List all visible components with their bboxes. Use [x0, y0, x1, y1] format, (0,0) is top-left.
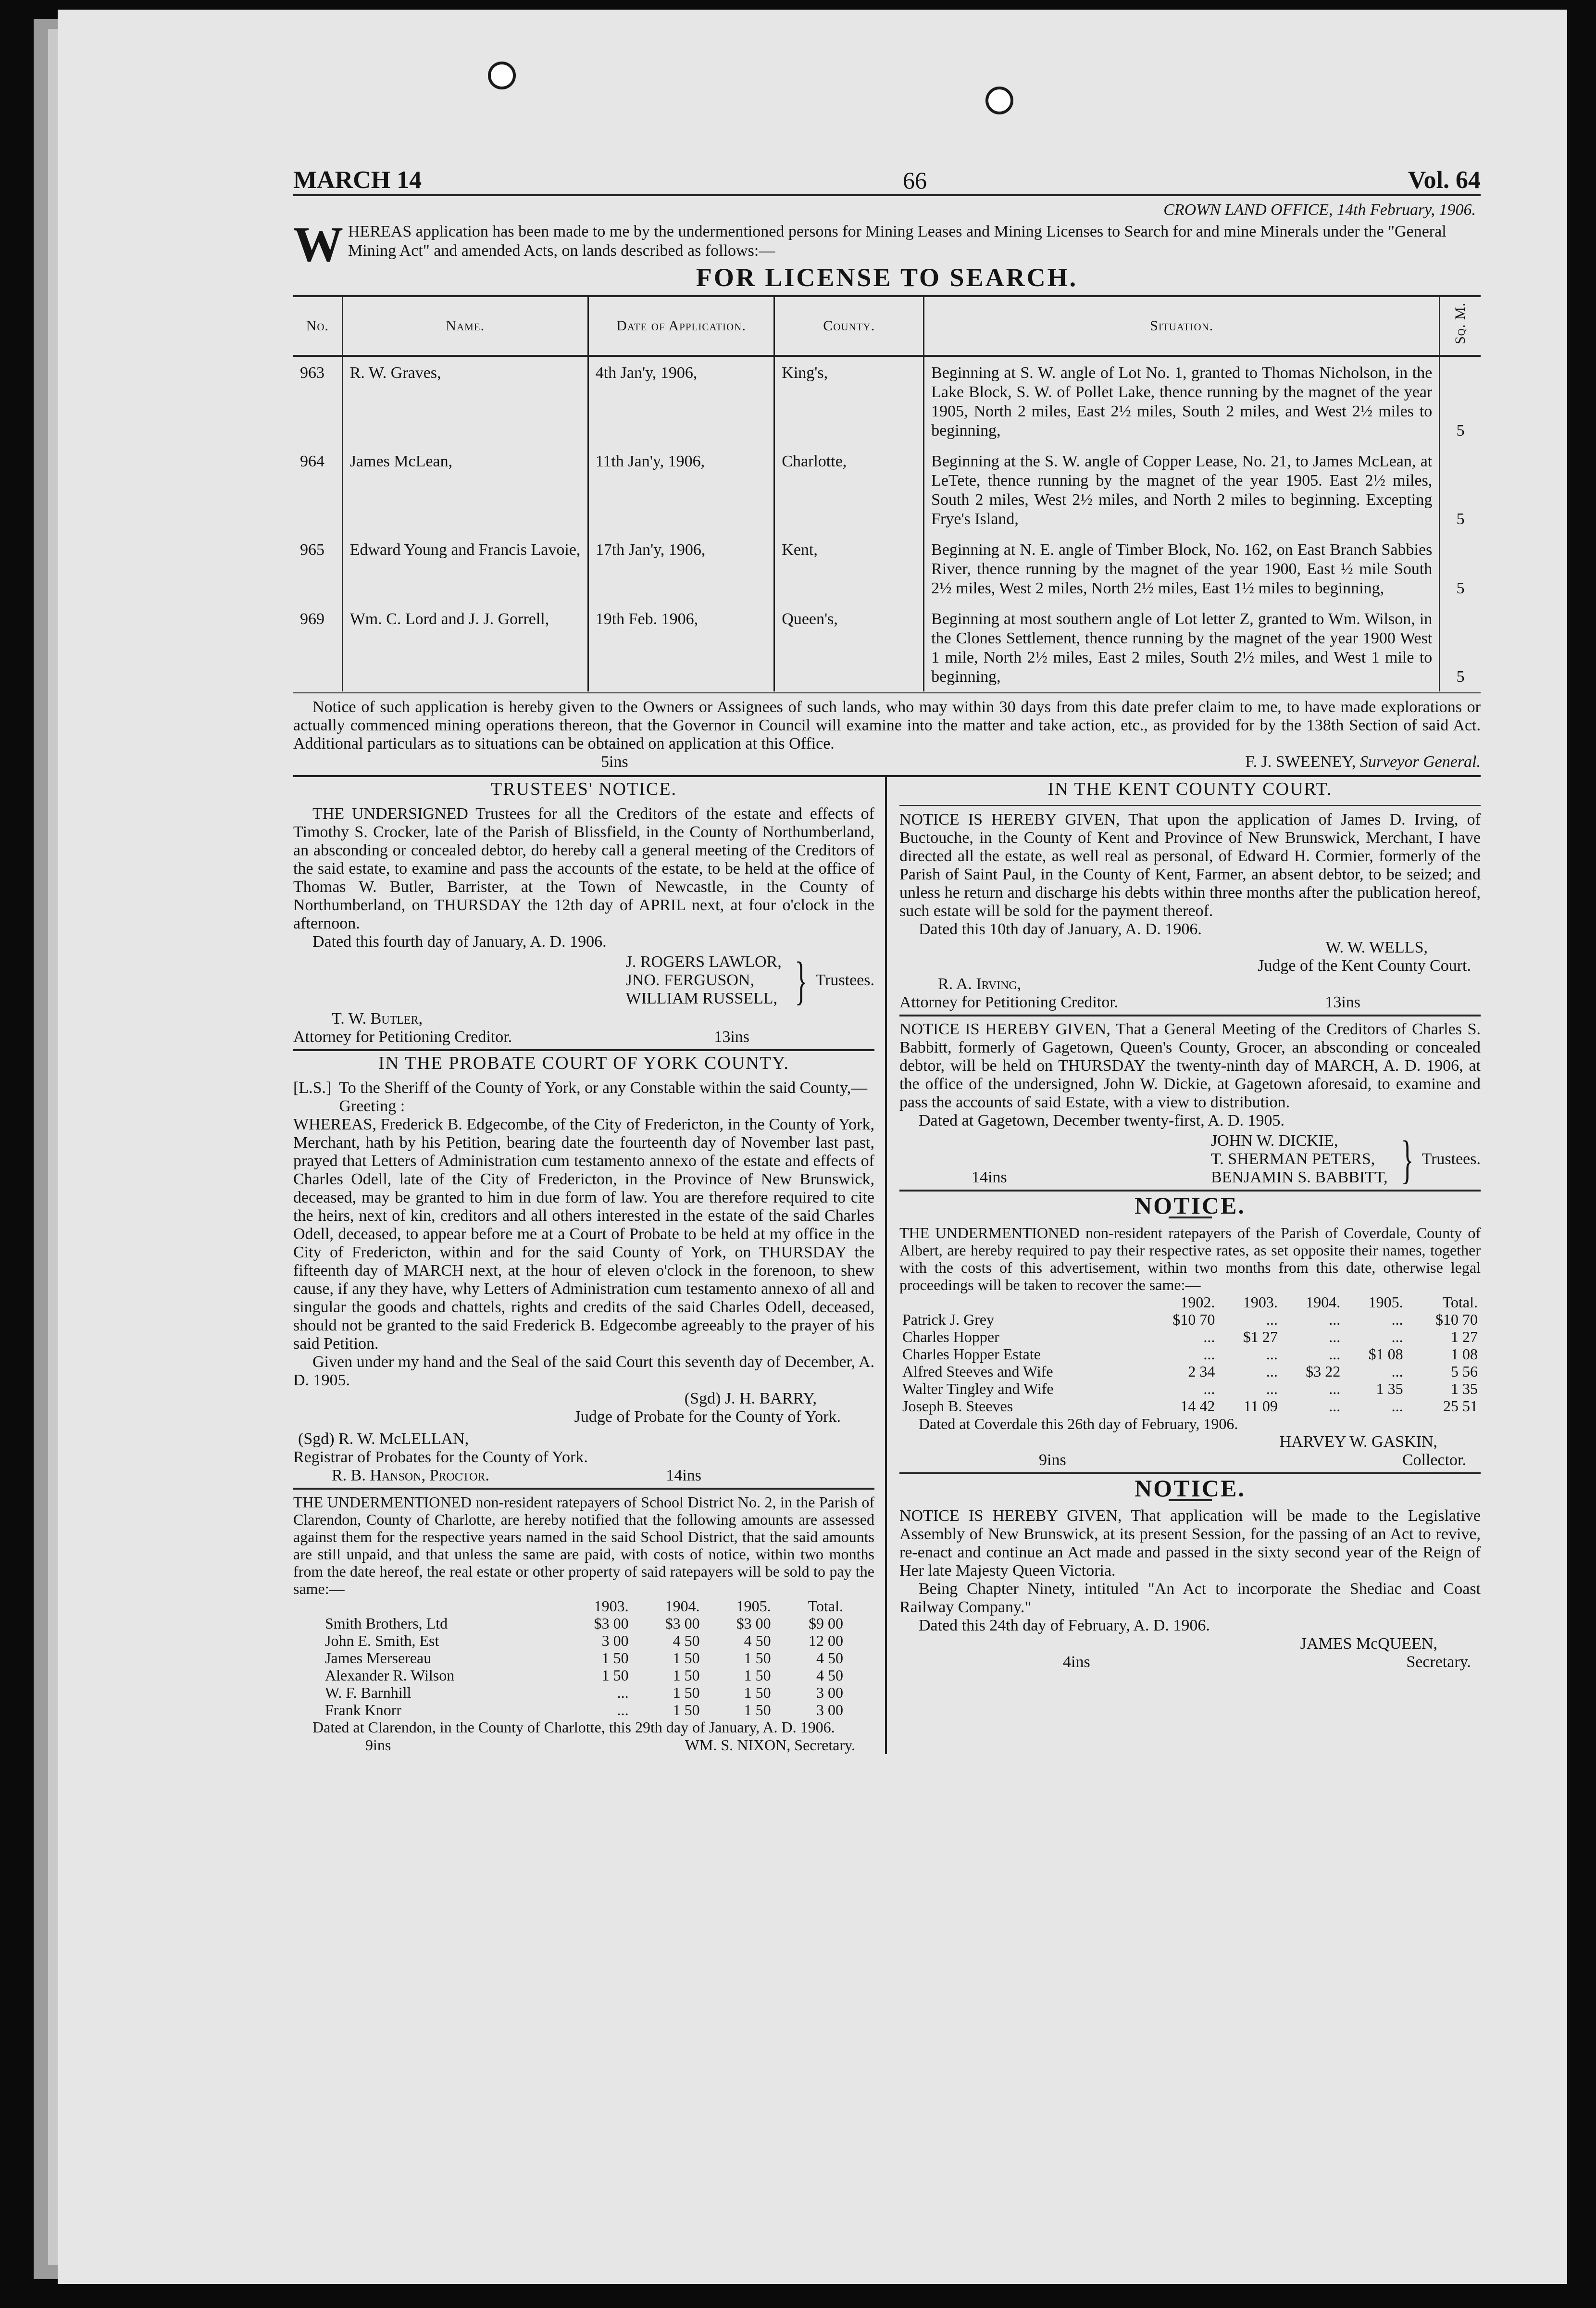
- tax-cell: ...: [1203, 1328, 1215, 1345]
- brace: }: [794, 951, 808, 1010]
- tax-cell: $1 08: [1368, 1345, 1403, 1363]
- crown-intro-text: HEREAS application has been made to me by the undermentioned persons for Mining Leases and Mining Licenses to Search for and mine Minerals under the "General Mining Act" and amended Acts, on lands described as follows:—: [348, 223, 1446, 260]
- gagetown-ins: 14ins: [972, 1168, 1007, 1186]
- row-county: Queen's,: [774, 603, 924, 691]
- gagetown-dated: Dated at Gagetown, December twenty-first, A. D. 1905.: [919, 1112, 1284, 1129]
- tax-cell: ...: [1203, 1345, 1215, 1363]
- tax-cell: 4 50: [673, 1632, 700, 1649]
- tax-name: Walter Tingley and Wife: [902, 1380, 1054, 1397]
- table-row: [322, 1649, 846, 1667]
- tax-cell: ...: [1266, 1363, 1278, 1380]
- tax-cell: $3 00: [594, 1615, 629, 1632]
- drop-cap: W: [293, 217, 343, 272]
- row-sq: 5: [1440, 356, 1481, 445]
- crown-signature-row: [293, 753, 1481, 771]
- section-rule: [293, 1488, 874, 1490]
- row-situation: Beginning at N. E. angle of Timber Block, No. 162, on East Branch Sabbies River, thence running by the magnet of the year 1900, East ½ mile South 2½ miles, West 2 miles, North 2½ miles, East 1½ miles to beginning,: [924, 534, 1440, 603]
- row-date: 19th Feb. 1906,: [588, 603, 774, 691]
- table-row: [293, 445, 1481, 534]
- trustees-ins: 13ins: [714, 1028, 749, 1046]
- crown-notice: Notice of such application is hereby given to the Owners or Assignees of such lands, who may within 30 days from this date prefer claim to me, to have made explorations or actually commenced mining operations thereon, that the Governor in Council will examine into the matter and take action, etc., as provided for by the 138th Section of said Act. Additional particulars as to situations can be obtained on application at this Office.: [293, 698, 1481, 753]
- table-row: [899, 1311, 1481, 1328]
- kent-attorney-row: [899, 993, 1481, 1012]
- probate-registrar-title: Registrar of Probates for the County of York.: [293, 1448, 588, 1466]
- table-row: [899, 1345, 1481, 1363]
- tax-cell: 3 00: [816, 1701, 843, 1718]
- probate-judge-title: Judge of Probate for the County of York.: [574, 1408, 841, 1426]
- tax-header: [899, 1293, 1143, 1311]
- tax-cell: ...: [617, 1701, 629, 1718]
- gagetown-signatures: [899, 1132, 1481, 1187]
- probate-address: [293, 1079, 874, 1116]
- tax-cell: 1 35: [1451, 1380, 1478, 1397]
- shediac-ins: 4ins: [1063, 1653, 1090, 1671]
- coverdale-signer-title: Collector.: [1402, 1451, 1466, 1469]
- row-no: 963: [300, 364, 324, 382]
- shediac-dated: Dated this 24th day of February, A. D. 1906.: [919, 1617, 1210, 1634]
- tax-cell: ...: [1329, 1328, 1341, 1345]
- trustees-attorney: T. W. Butler,: [332, 1010, 423, 1028]
- trustees-dated: Dated this fourth day of January, A. D. 1906.: [312, 933, 607, 951]
- table-row: [322, 1632, 846, 1649]
- row-no: 965: [300, 541, 324, 559]
- tax-cell: ...: [1329, 1311, 1341, 1328]
- clarendon-signature-row: [293, 1736, 874, 1754]
- trustees-signatures: [293, 953, 874, 1008]
- shediac-title: NOTICE.: [1135, 1475, 1246, 1502]
- tax-header: [322, 1597, 561, 1615]
- row-county: Kent,: [774, 534, 924, 603]
- tax-cell: 4 50: [816, 1667, 843, 1684]
- tax-name: James Mersereau: [325, 1649, 432, 1667]
- tax-cell: 1 50: [673, 1649, 700, 1667]
- section-rule: [899, 1190, 1481, 1192]
- trustee-name: JNO. FERGUSON,: [625, 971, 754, 989]
- table-row: [322, 1615, 846, 1632]
- coverdale-dated: Dated at Coverdale this 26th day of February, 1906.: [919, 1415, 1238, 1432]
- license-header-row: [293, 296, 1481, 356]
- tax-cell: 1 35: [1376, 1380, 1403, 1397]
- trustee-name: BENJAMIN S. BABBITT,: [1210, 1168, 1388, 1186]
- volume: Vol. 64: [1408, 166, 1481, 194]
- crown-dateline: CROWN LAND OFFICE, 14th February, 1906.: [1163, 201, 1476, 219]
- tax-header: Total.: [1442, 1293, 1478, 1311]
- table-row: [293, 534, 1481, 603]
- tax-cell: 4 50: [816, 1649, 843, 1667]
- kent-title: IN THE KENT COUNTY COURT.: [1047, 779, 1333, 799]
- kent-body: NOTICE IS HEREBY GIVEN, That upon the application of James D. Irving, of Buctouche, in the County of Kent and Province of New Brunswick, Merchant, I have directed all the estate, as well real as personal, of Edward H. Cormier, formerly of the Parish of Saint Paul, in the County of Kent, Farmer, an absent debtor, to be seized; and unless he return and discharge his debts within three months after the publication hereof, such estate will be sold for the payment thereof.: [899, 811, 1481, 920]
- header-rule: [293, 194, 1481, 196]
- shediac-signer: JAMES McQUEEN,: [1300, 1635, 1437, 1653]
- coverdale-title: NOTICE.: [1135, 1192, 1246, 1219]
- section-rule: [293, 1049, 874, 1051]
- tax-cell: 1 50: [673, 1684, 700, 1701]
- row-county: King's,: [774, 356, 924, 445]
- page-number: 66: [902, 167, 927, 194]
- tax-name: Patrick J. Grey: [902, 1311, 995, 1328]
- tax-header: 1905.: [1368, 1293, 1403, 1311]
- tax-header: 1903.: [594, 1597, 629, 1615]
- row-sq: 5: [1440, 534, 1481, 603]
- row-no: 964: [300, 452, 324, 470]
- tax-cell: ...: [1329, 1380, 1341, 1397]
- tax-cell: ...: [617, 1684, 629, 1701]
- probate-proctor-row: [293, 1467, 874, 1485]
- two-column-area: [293, 777, 1481, 1754]
- tax-cell: $3 22: [1306, 1363, 1341, 1380]
- kent-ins: 13ins: [1325, 993, 1360, 1011]
- kent-attorney-title: Attorney for Petitioning Creditor.: [899, 993, 1119, 1011]
- tax-header-row: [899, 1293, 1481, 1311]
- tax-cell: 12 00: [809, 1632, 843, 1649]
- tax-cell: 5 56: [1451, 1363, 1478, 1380]
- tax-cell: ...: [1391, 1363, 1403, 1380]
- row-sq: 5: [1440, 445, 1481, 534]
- issue-date: MARCH 14: [293, 166, 422, 194]
- tax-cell: ...: [1391, 1328, 1403, 1345]
- trustees-attorney-row: [293, 1028, 874, 1046]
- trustees-role: Trustees.: [815, 971, 874, 989]
- table-row: [899, 1363, 1481, 1380]
- tax-name: W. F. Barnhill: [325, 1684, 411, 1701]
- table-row: [293, 356, 1481, 445]
- tax-cell: 1 50: [744, 1701, 771, 1718]
- tax-header: 1904.: [1306, 1293, 1341, 1311]
- tax-cell: 25 51: [1443, 1397, 1478, 1415]
- trustee-name: J. ROGERS LAWLOR,: [625, 953, 782, 971]
- trustee-name: JOHN W. DICKIE,: [1210, 1132, 1338, 1150]
- tax-cell: ...: [1391, 1397, 1403, 1415]
- coverdale-signer: HARVEY W. GASKIN,: [1279, 1433, 1437, 1451]
- tax-header-row: [322, 1597, 846, 1615]
- gazette-page: [58, 10, 1567, 2284]
- row-situation: Beginning at the S. W. angle of Copper Lease, No. 21, to James McLean, at LeTete, thence running by the magnet of the year 1905. East 2½ miles, South 2 miles, West 2½ miles, and North 2 miles to beginning. Excepting Frye's Island,: [924, 445, 1440, 534]
- clarendon-signer: WM. S. NIXON, Secretary.: [685, 1736, 855, 1754]
- tax-cell: 1 50: [744, 1684, 771, 1701]
- kent-judge-title: Judge of the Kent County Court.: [1258, 957, 1471, 975]
- tax-cell: 1 50: [744, 1667, 771, 1684]
- clarendon-body: THE UNDERMENTIONED non-resident ratepayers of School District No. 2, in the Parish of Clarendon, County of Charlotte, are hereby notified that the following amounts are assessed against them for the respective years named in the said School District, that the said amounts are still unpaid, and that unless the same are paid, with costs of notice, within two months from the date hereof, the real estate or other property of said ratepayers will be sold to pay the same:—: [293, 1493, 874, 1597]
- kent-judge: W. W. WELLS,: [1325, 939, 1428, 956]
- section-rule: [899, 805, 1481, 806]
- table-row: [293, 603, 1481, 691]
- tax-header: 1902.: [1180, 1293, 1215, 1311]
- tax-name: John E. Smith, Est: [325, 1632, 439, 1649]
- tax-cell: 1 50: [673, 1667, 700, 1684]
- tax-cell: 1 50: [673, 1701, 700, 1718]
- tax-name: Alexander R. Wilson: [325, 1667, 455, 1684]
- tax-cell: 2 34: [1188, 1363, 1215, 1380]
- row-no: 969: [300, 610, 324, 628]
- row-situation: Beginning at most southern angle of Lot letter Z, granted to Wm. Wilson, in the Clones Settlement, thence running by the magnet of the year 1900 West 1 mile, North 2½ miles, East 2 miles, South 2½ miles, and West 1 mile to beginning,: [924, 603, 1440, 691]
- col-county: County.: [774, 296, 924, 356]
- trustee-name: T. SHERMAN PETERS,: [1210, 1150, 1375, 1168]
- page-content: [293, 159, 1481, 2265]
- crown-intro: [293, 217, 1481, 272]
- tax-cell: 14 42: [1180, 1397, 1215, 1415]
- row-name: Edward Young and Francis Lavoie,: [342, 534, 588, 603]
- clarendon-ins: 9ins: [365, 1736, 391, 1754]
- col-name: Name.: [342, 296, 588, 356]
- tax-cell: ...: [1266, 1345, 1278, 1363]
- probate-ls: [L.S.]: [293, 1079, 332, 1097]
- row-date: 4th Jan'y, 1906,: [588, 356, 774, 445]
- col-situation: Situation.: [924, 296, 1440, 356]
- coverdale-ins: 9ins: [1039, 1451, 1066, 1469]
- brace: }: [1400, 1130, 1414, 1189]
- row-situation: Beginning at S. W. angle of Lot No. 1, granted to Thomas Nicholson, in the Lake Block, S. W. of Pollet Lake, thence running by the magnet of the year 1905, North 2 miles, East 2½ miles, South 2 miles, and West 2½ miles to beginning,: [924, 356, 1440, 445]
- tax-name: Frank Knorr: [325, 1701, 402, 1718]
- tax-name: Alfred Steeves and Wife: [902, 1363, 1053, 1380]
- probate-registrar-sig: (Sgd) R. W. McLELLAN,: [298, 1430, 469, 1448]
- shediac-being: Being Chapter Ninety, intituled "An Act to incorporate the Shediac and Coast Railway Company.": [899, 1580, 1481, 1616]
- gagetown-body: NOTICE IS HEREBY GIVEN, That a General Meeting of the Creditors of Charles S. Babbitt, formerly of Gagetown, Queen's County, Grocer, an absconding or concealed debtor, will be held on THURSDAY the twenty-ninth day of MARCH, A. D. 1906, at the office of the undersigned, John W. Dickie, at Gagetown aforesaid, to examine and pass the accounts of said Estate, with a view to distribution.: [899, 1020, 1481, 1111]
- crown-signature: F. J. SWEENEY, Surveyor General.: [1245, 753, 1481, 771]
- probate-proctor: R. B. Hanson, Proctor.: [332, 1467, 489, 1484]
- coverdale-body: THE UNDERMENTIONED non-resident ratepayers of the Parish of Coverdale, County of Albert, are hereby required to pay their respective rates, as set opposite their names, together with the costs of this advertisement, within two months from this date, otherwise legal proceedings will be taken to recover the same:—: [899, 1224, 1481, 1293]
- license-title: FOR LICENSE TO SEARCH.: [696, 263, 1078, 292]
- col-sq-m: Sq. M.: [1440, 296, 1481, 356]
- left-column: [293, 777, 887, 1754]
- table-row: [322, 1701, 846, 1718]
- table-row: [899, 1328, 1481, 1345]
- tax-cell: 3 00: [601, 1632, 629, 1649]
- probate-given: Given under my hand and the Seal of the said Court this seventh day of December, A. D. 1905.: [293, 1353, 874, 1389]
- table-bottom-rule: [293, 692, 1481, 693]
- trustees-title: TRUSTEES' NOTICE.: [490, 779, 677, 799]
- kent-dated: Dated this 10th day of January, A. D. 1906.: [919, 920, 1202, 938]
- tax-cell: 1 08: [1451, 1345, 1478, 1363]
- tax-name: Charles Hopper Estate: [902, 1345, 1041, 1363]
- row-county: Charlotte,: [774, 445, 924, 534]
- tax-cell: 1 50: [601, 1649, 629, 1667]
- trustees-body: THE UNDERSIGNED Trustees for all the Creditors of the estate and effects of Timothy S. Crocker, late of the Parish of Blissfield, in the County of Northumberland, an absconding or concealed debtor, do hereby call a general meeting of the Creditors of the said estate, to examine and pass the accounts of the estate, to be held at the office of Thomas W. Butler, Barrister, at the Town of Newcastle, in the County of Northumberland, on THURSDAY the 12th day of APRIL next, at four o'clock in the afternoon.: [293, 805, 874, 932]
- row-name: R. W. Graves,: [342, 356, 588, 445]
- punch-hole: [985, 87, 1013, 114]
- tax-cell: $10 70: [1435, 1311, 1478, 1328]
- license-table: [293, 295, 1481, 691]
- tax-cell: $3 00: [736, 1615, 771, 1632]
- right-column: [887, 777, 1481, 1754]
- tax-name: Joseph B. Steeves: [902, 1397, 1013, 1415]
- tax-cell: 11 09: [1244, 1397, 1278, 1415]
- tax-cell: ...: [1203, 1380, 1215, 1397]
- tax-cell: ...: [1266, 1380, 1278, 1397]
- tax-cell: $10 70: [1172, 1311, 1215, 1328]
- row-name: James McLean,: [342, 445, 588, 534]
- shediac-body: NOTICE IS HEREBY GIVEN, That application will be made to the Legislative Assembly of New Brunswick, at its present Session, for the passing of an Act to revive, re-enact and continue an Act made and passed in the sixty second year of the Reign of Her late Majesty Queen Victoria.: [899, 1507, 1481, 1580]
- punch-hole: [488, 62, 516, 89]
- coverdale-table: [899, 1293, 1481, 1415]
- shediac-signer-title: Secretary.: [1406, 1653, 1471, 1671]
- clarendon-dated: Dated at Clarendon, in the County of Charlotte, this 29th day of January, A. D. 1906.: [312, 1718, 835, 1736]
- probate-address-text: To the Sheriff of the County of York, or any Constable within the said County,—Greeting :: [339, 1079, 868, 1115]
- row-date: 17th Jan'y, 1906,: [588, 534, 774, 603]
- running-header: [293, 159, 1481, 194]
- tax-header: 1903.: [1243, 1293, 1278, 1311]
- tax-cell: 1 50: [601, 1667, 629, 1684]
- tax-cell: ...: [1329, 1345, 1341, 1363]
- crown-ins: 5ins: [601, 753, 628, 771]
- tax-cell: $9 00: [809, 1615, 843, 1632]
- tax-cell: 1 50: [744, 1649, 771, 1667]
- tax-header: Total.: [808, 1597, 843, 1615]
- tax-cell: 3 00: [816, 1684, 843, 1701]
- shediac-signer-row: [899, 1653, 1481, 1671]
- table-row: [899, 1397, 1481, 1415]
- tax-name: Smith Brothers, Ltd: [325, 1615, 448, 1632]
- row-name: Wm. C. Lord and J. J. Gorrell,: [342, 603, 588, 691]
- tax-cell: ...: [1391, 1311, 1403, 1328]
- section-rule: [899, 1015, 1481, 1016]
- table-row: [322, 1667, 846, 1684]
- table-row: [322, 1684, 846, 1701]
- section-rule: [899, 1472, 1481, 1474]
- trustees-attorney-title: Attorney for Petitioning Creditor.: [293, 1028, 512, 1046]
- clarendon-table: [322, 1597, 846, 1718]
- col-no: No.: [293, 296, 342, 356]
- tax-cell: ...: [1329, 1397, 1341, 1415]
- probate-judge-sig: (Sgd) J. H. BARRY,: [684, 1390, 817, 1407]
- tax-cell: 1 27: [1451, 1328, 1478, 1345]
- row-sq: 5: [1440, 603, 1481, 691]
- trustee-name: WILLIAM RUSSELL,: [625, 990, 778, 1007]
- tax-cell: $3 00: [665, 1615, 700, 1632]
- tax-name: Charles Hopper: [902, 1328, 999, 1345]
- row-date: 11th Jan'y, 1906,: [588, 445, 774, 534]
- tax-header: 1905.: [736, 1597, 771, 1615]
- probate-ins: 14ins: [666, 1467, 701, 1484]
- tax-cell: ...: [1266, 1311, 1278, 1328]
- tax-header: 1904.: [665, 1597, 700, 1615]
- coverdale-signer-row: [899, 1451, 1481, 1469]
- probate-title: IN THE PROBATE COURT OF YORK COUNTY.: [378, 1053, 789, 1073]
- col-date: Date of Application.: [588, 296, 774, 356]
- tax-cell: $1 27: [1243, 1328, 1278, 1345]
- table-row: [899, 1380, 1481, 1397]
- tax-cell: 4 50: [744, 1632, 771, 1649]
- kent-attorney: R. A. Irving,: [938, 975, 1022, 993]
- probate-body: WHEREAS, Frederick B. Edgecombe, of the City of Fredericton, in the County of York, Merchant, hath by his Petition, bearing date the fourteenth day of November last past, prayed that Letters of Administration cum testamento annexo of the estate and effects of Charles Odell, late of the City of Fredericton, in the Province of New Brunswick, deceased, may be granted to him in due form of law. You are therefore required to cite the heirs, next of kin, creditors and all others interested in the estate of the said Charles Odell, deceased, to appear before me at a Court of Probate to be held at my office in the City of Fredericton, within and for the said County of York, on THURSDAY the fifteenth day of MARCH next, at the hour of eleven o'clock in the forenoon, to shew cause, if any they have, why Letters of Administration cum testamento annexo of all and singular the goods and chattels, rights and credits of the said Charles Odell, deceased, should not be granted to the said Frederick B. Edgecombe agreeably to the prayer of his said Petition.: [293, 1116, 874, 1353]
- gagetown-role: Trustees.: [1421, 1150, 1481, 1168]
